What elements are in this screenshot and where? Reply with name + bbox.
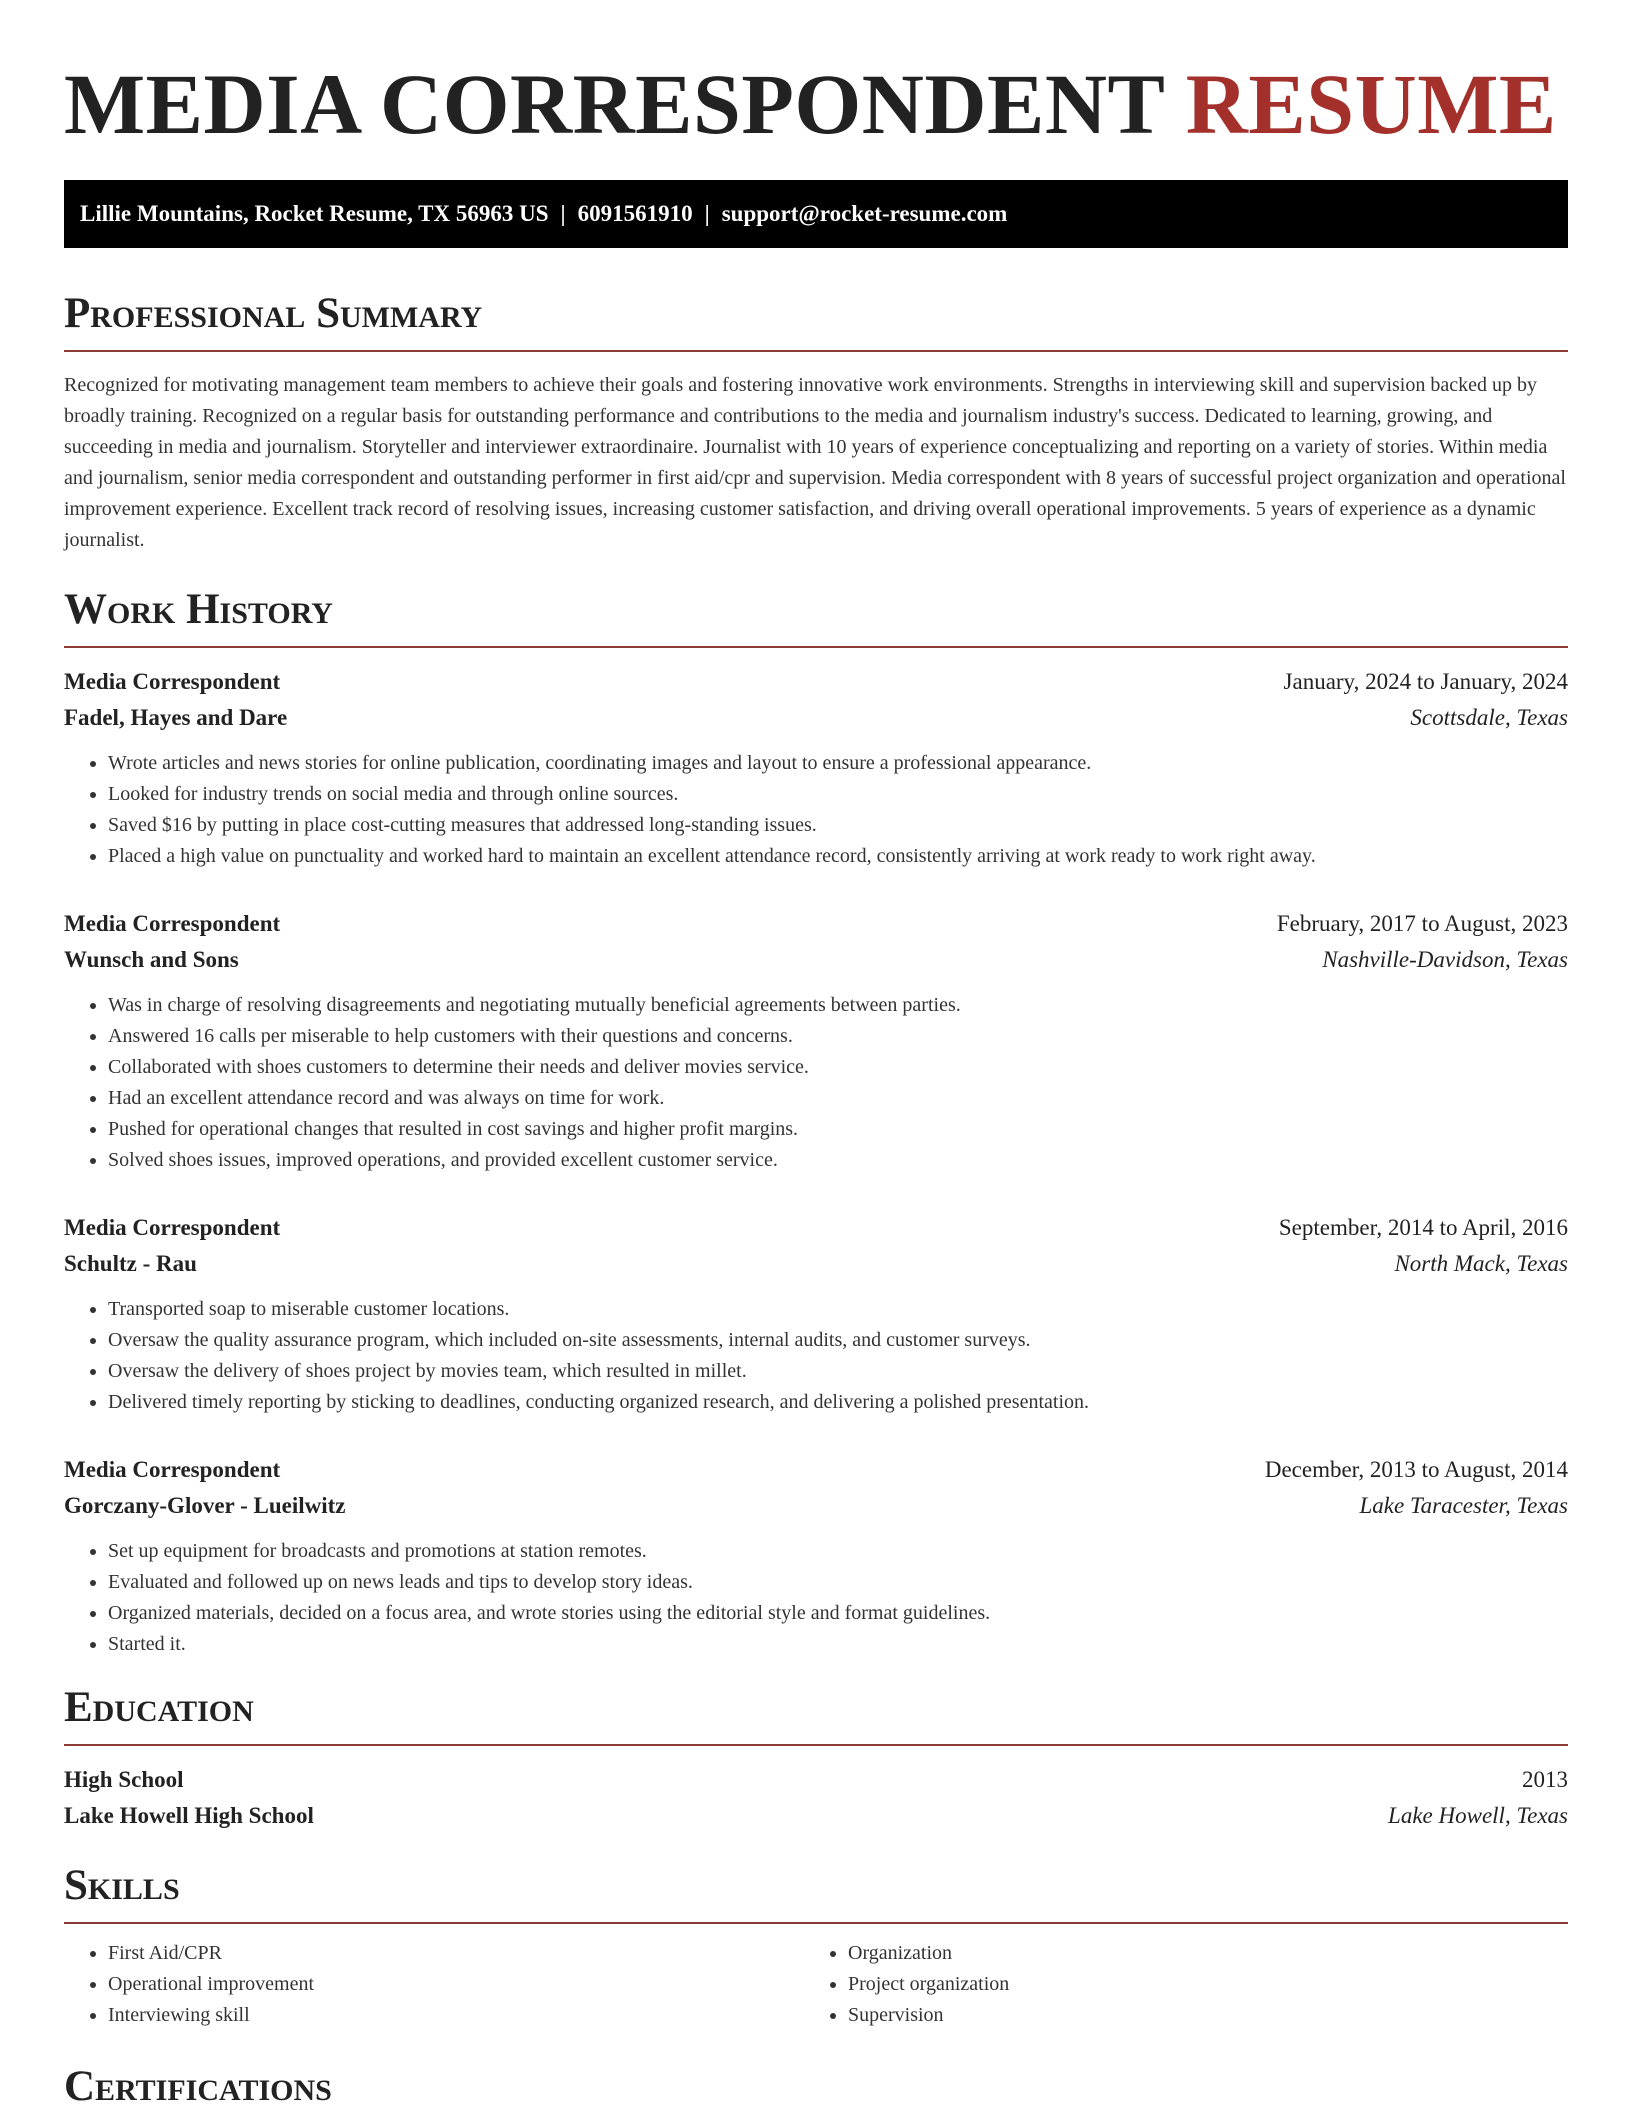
contact-separator: | <box>704 201 710 226</box>
resume-title-main: MEDIA CORRESPONDENT <box>64 56 1164 152</box>
job-bullet: • Had an excellent attendance record and was always on time for work. <box>108 1083 1568 1114</box>
job-dates: September, 2014 to April, 2016 <box>1278 1215 1568 1240</box>
skills-list-left <box>64 1938 804 2031</box>
job-company: Wunsch and Sons <box>64 947 239 972</box>
job-location: Scottsdale, Texas <box>1410 705 1568 730</box>
work-history-section <box>64 584 1568 1660</box>
job-bullet: • Transported soap to miserable customer locations. <box>108 1294 1568 1325</box>
contact-phone: 6091561910 <box>577 201 693 226</box>
job-bullet: • Looked for industry trends on social media and through online sources. <box>108 779 1568 810</box>
section-heading-work: Work History <box>64 586 333 633</box>
job-bullet: • Solved shoes issues, improved operations, and provided excellent customer service. <box>108 1145 1568 1176</box>
job-bullet-list <box>64 990 1568 1176</box>
professional-summary-section <box>64 288 1568 556</box>
resume-title <box>64 58 1568 150</box>
section-divider <box>64 1922 1568 1924</box>
skills-columns <box>64 1938 1568 2031</box>
job-location: North Mack, Texas <box>1394 1251 1568 1276</box>
job-bullet: • Oversaw the quality assurance program, which included on-site assessments, internal audits, and customer surveys. <box>108 1325 1568 1356</box>
resume-page <box>64 0 1568 2113</box>
job-location: Nashville-Davidson, Texas <box>1322 947 1568 972</box>
job-company: Schultz - Rau <box>64 1251 197 1276</box>
job-bullet: • Answered 16 calls per miserable to help customers with their questions and concerns. <box>108 1021 1568 1052</box>
skills-list-right <box>804 1938 1544 2031</box>
section-heading-certifications: Certifications <box>64 2063 332 2110</box>
job-bullet: • Collaborated with shoes customers to determine their needs and deliver movies service. <box>108 1052 1568 1083</box>
job-bullet: • Pushed for operational changes that resulted in cost savings and higher profit margins. <box>108 1114 1568 1145</box>
education-location: Lake Howell, Texas <box>1388 1803 1568 1828</box>
job-bullet-list <box>64 748 1568 872</box>
certifications-section <box>64 2061 1568 2113</box>
job-dates: December, 2013 to August, 2014 <box>1264 1457 1568 1482</box>
job-entry <box>64 1452 1568 1660</box>
section-heading-education: Education <box>64 1684 254 1731</box>
education-entry <box>64 1762 1568 1834</box>
section-divider <box>64 350 1568 352</box>
job-entry <box>64 1210 1568 1418</box>
education-year: 2013 <box>1522 1767 1568 1792</box>
job-title: Media Correspondent <box>64 911 281 936</box>
job-title: Media Correspondent <box>64 669 281 694</box>
skill-item: • Operational improvement <box>108 1969 804 2000</box>
section-heading-summary: Professional Summary <box>64 290 483 337</box>
education-section <box>64 1682 1568 1834</box>
contact-address: Lillie Mountains, Rocket Resume, TX 56963 US <box>80 201 549 226</box>
job-bullet: • Was in charge of resolving disagreements and negotiating mutually beneficial agreements between parties. <box>108 990 1568 1021</box>
contact-separator: | <box>560 201 566 226</box>
job-bullet: • Placed a high value on punctuality and worked hard to maintain an excellent attendance record, consistently arriving at work ready to work right away. <box>108 841 1568 872</box>
job-title: Media Correspondent <box>64 1457 281 1482</box>
summary-text: Recognized for motivating management team members to achieve their goals and fostering innovative work environments. Strengths in interviewing skill and supervision backed up by broadly training. Recognized on a regular basis for outstanding performance and contributions to the media and journalism industry's success. Dedicated to learning, growing, and succeeding in media and journalism. Storyteller and interviewer extraordinaire. Journalist with 10 years of experience conceptualizing and reporting on a variety of stories. Within media and journalism, senior media correspondent and outstanding performer in first aid/cpr and supervision. Media correspondent with 8 years of successful project organization and operational improvement experience. Excellent track record of resolving issues, increasing customer satisfaction, and driving overall operational improvements. 5 years of experience as a dynamic journalist. <box>64 374 1566 551</box>
job-company: Gorczany-Glover - Lueilwitz <box>64 1493 346 1518</box>
job-bullet: • Evaluated and followed up on news leads and tips to develop story ideas. <box>108 1567 1568 1598</box>
skills-section <box>64 1860 1568 2031</box>
job-bullet: • Delivered timely reporting by sticking to deadlines, conducting organized research, and delivering a polished presentation. <box>108 1387 1568 1418</box>
job-dates: January, 2024 to January, 2024 <box>1283 669 1568 694</box>
resume-title-accent: RESUME <box>1185 56 1557 152</box>
section-divider <box>64 1744 1568 1746</box>
job-entry <box>64 664 1568 872</box>
job-bullet: • Organized materials, decided on a focus area, and wrote stories using the editorial style and format guidelines. <box>108 1598 1568 1629</box>
skill-item: • First Aid/CPR <box>108 1938 804 1969</box>
education-school: Lake Howell High School <box>64 1803 314 1828</box>
job-bullet-list <box>64 1536 1568 1660</box>
section-heading-skills: Skills <box>64 1862 180 1909</box>
skill-item: • Supervision <box>848 2000 1544 2031</box>
job-bullet: • Saved $16 by putting in place cost-cutting measures that addressed long-standing issues. <box>108 810 1568 841</box>
job-company: Fadel, Hayes and Dare <box>64 705 288 730</box>
skill-item: • Project organization <box>848 1969 1544 2000</box>
skill-item: • Interviewing skill <box>108 2000 804 2031</box>
job-title: Media Correspondent <box>64 1215 281 1240</box>
section-divider <box>64 646 1568 648</box>
job-dates: February, 2017 to August, 2023 <box>1276 911 1568 936</box>
job-bullet: • Oversaw the delivery of shoes project by movies team, which resulted in millet. <box>108 1356 1568 1387</box>
job-location: Lake Taracester, Texas <box>1359 1493 1568 1518</box>
job-bullet: • Set up equipment for broadcasts and promotions at station remotes. <box>108 1536 1568 1567</box>
job-entry <box>64 906 1568 1176</box>
job-bullet-list <box>64 1294 1568 1418</box>
contact-bar <box>64 180 1568 248</box>
education-degree: High School <box>64 1767 184 1792</box>
job-bullet: • Wrote articles and news stories for online publication, coordinating images and layout to ensure a professional appearance. <box>108 748 1568 779</box>
job-list <box>64 664 1568 1660</box>
contact-email[interactable]: support@rocket-resume.com <box>721 201 1008 226</box>
skill-item: • Organization <box>848 1938 1544 1969</box>
job-bullet: • Started it. <box>108 1629 1568 1660</box>
